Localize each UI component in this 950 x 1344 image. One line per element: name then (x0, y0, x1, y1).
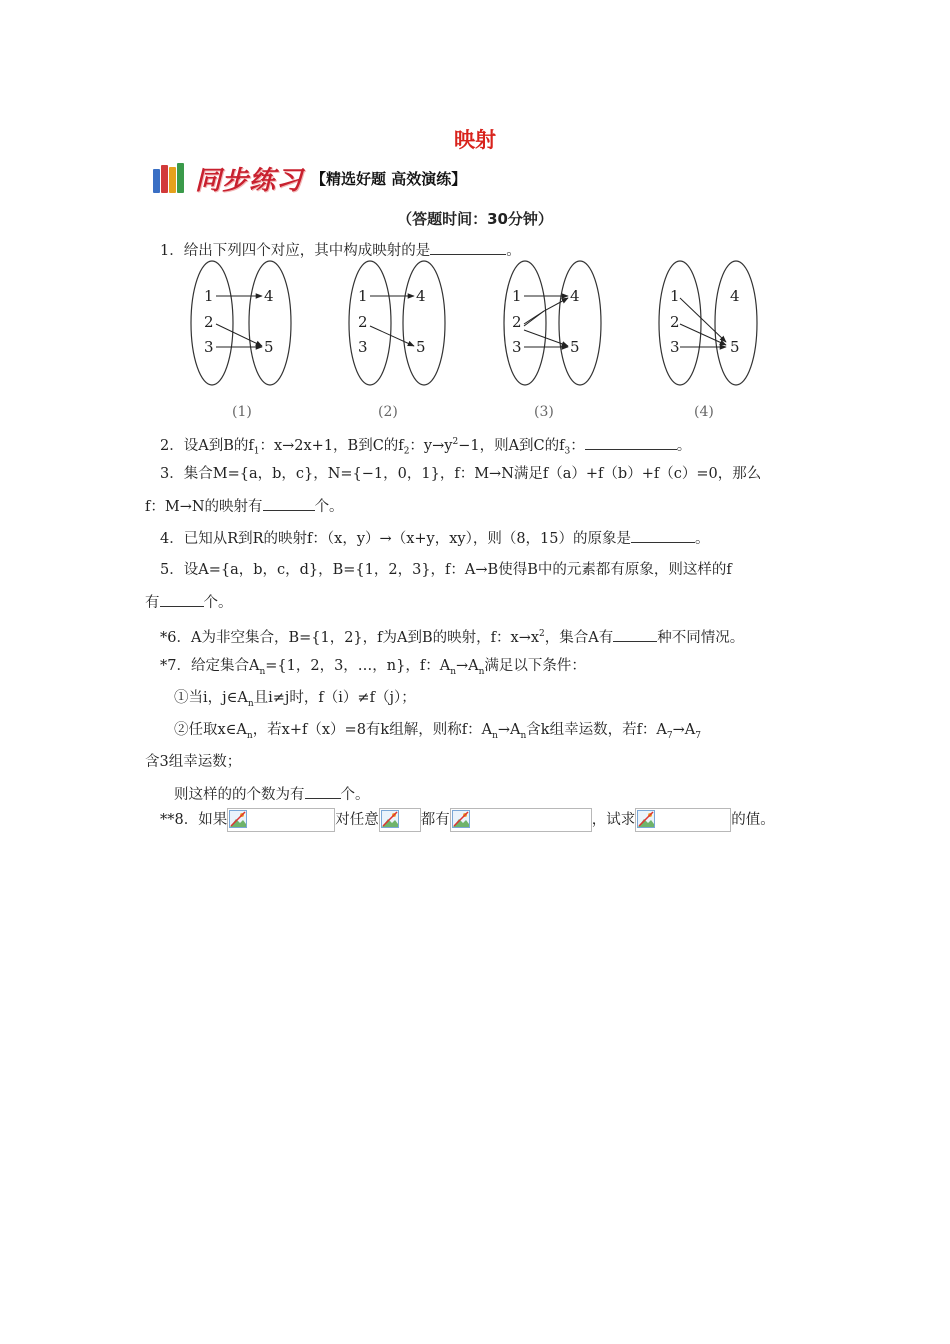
broken-image-icon (452, 810, 470, 828)
diagram-4-caption: (4) (694, 404, 714, 420)
diagram-3 (504, 261, 601, 420)
diagram-2-caption: (2) (378, 404, 398, 420)
question-7-condition-2-cont: 含3组幸运数； (145, 754, 242, 770)
diagram-2-right-4: 4 (416, 287, 426, 305)
diagram-3-caption: (3) (534, 404, 554, 420)
question-4: 4．已知从R到R的映射f：（x，y）→（x+y，xy），则（8，15）的原象是 。 (160, 528, 710, 549)
question-8: **8．如果 对任意 都有 ，试求 的值。 (160, 808, 775, 832)
diagram-1-left-1: 1 (204, 287, 214, 305)
question-6: *6．A为非空集合，B={1，2}，f为A到B的映射，f：$x\to x^2$，集合A有 种不同情况。 (160, 624, 744, 648)
page-title: 映射 (454, 128, 496, 152)
diagram-3-right-5: 5 (570, 338, 580, 356)
broken-image-icon (637, 810, 655, 828)
diagram-2-left-3: 3 (358, 338, 368, 356)
question-5-line-2: 有 个。 (145, 592, 233, 613)
answer-blank (160, 592, 204, 607)
broken-image-icon (381, 810, 399, 828)
diagram-1 (191, 261, 291, 420)
answer-blank (263, 496, 315, 511)
diagram-1-left-2: 2 (204, 313, 214, 331)
answer-blank (631, 528, 695, 543)
diagram-3-left-2: 2 (512, 313, 522, 331)
question-2: 2．设A到B的$f_1$：x→2x+1，B到C的$f_2$：$y\to y^2-1$，则A到C的$f_3$： 。 (160, 432, 691, 462)
diagram-4-right-4: 4 (730, 287, 740, 305)
practice-banner (153, 160, 466, 196)
formula-image-2 (379, 808, 421, 832)
diagram-1-left-3: 3 (204, 338, 214, 356)
diagram-1-right-4: 4 (264, 287, 274, 305)
question-5-line-1: 5．设A={a，b，c，d}，B={1，2，3}，f：A→B使得B中的元素都有原象，则这样的f (160, 562, 732, 578)
question-3-line-1: 3．集合M={a，b，c}，N={−1，0，1}，f：M→N满足f（a）+f（b）+f（c）=0，那么 (160, 466, 762, 482)
banner-subtitle: 【精选好题 高效演练】 (311, 169, 467, 188)
diagram-3-right-4: 4 (570, 287, 580, 305)
formula-image-3 (450, 808, 592, 832)
diagram-4-left-3: 3 (670, 338, 680, 356)
diagram-3-left-1: 1 (512, 287, 522, 305)
question-7-condition-2: ②任取$x\in A_n$，若x+f（x）=8有k组解，则称f：$A_n\to A_n$含k组幸运数，若f：$A_7\to A_7$ (174, 722, 701, 741)
answer-blank (613, 627, 657, 642)
question-7-result: 则这样的的个数为有 个。 (174, 784, 370, 805)
books-icon (153, 163, 187, 193)
diagram-4-left-1: 1 (670, 287, 680, 305)
diagram-1-right-5: 5 (264, 338, 274, 356)
answer-blank (305, 784, 341, 799)
diagram-2 (349, 261, 445, 420)
question-7-condition-1: ①当i，$j\in A_n$且i≠j时，f（i）≠f（j）； (174, 690, 416, 709)
formula-image-4 (635, 808, 731, 832)
question-3-line-2: f：M→N的映射有 个。 (145, 496, 344, 517)
diagram-4-right-5: 5 (730, 338, 740, 356)
formula-image-1 (227, 808, 335, 832)
diagram-4-left-2: 2 (670, 313, 680, 331)
diagram-2-right-5: 5 (416, 338, 426, 356)
question-1: 1．给出下列四个对应，其中构成映射的是 。 (160, 240, 521, 261)
diagram-2-left-1: 1 (358, 287, 368, 305)
answer-blank (585, 435, 677, 450)
answer-blank (430, 240, 506, 255)
question-7: *7．给定集合$A_n=\{1$，2，3，…，n}，f：$A_n\to A_n$满足以下条件： (160, 658, 586, 677)
diagram-1-caption: (1) (232, 404, 252, 420)
diagram-4 (659, 261, 757, 420)
diagram-3-left-3: 3 (512, 338, 522, 356)
banner-title: 同步练习 (195, 165, 304, 196)
mapping-diagrams (180, 256, 780, 424)
broken-image-icon (229, 810, 247, 828)
diagram-2-left-2: 2 (358, 313, 368, 331)
time-note: （答题时间：30分钟） (397, 210, 553, 228)
